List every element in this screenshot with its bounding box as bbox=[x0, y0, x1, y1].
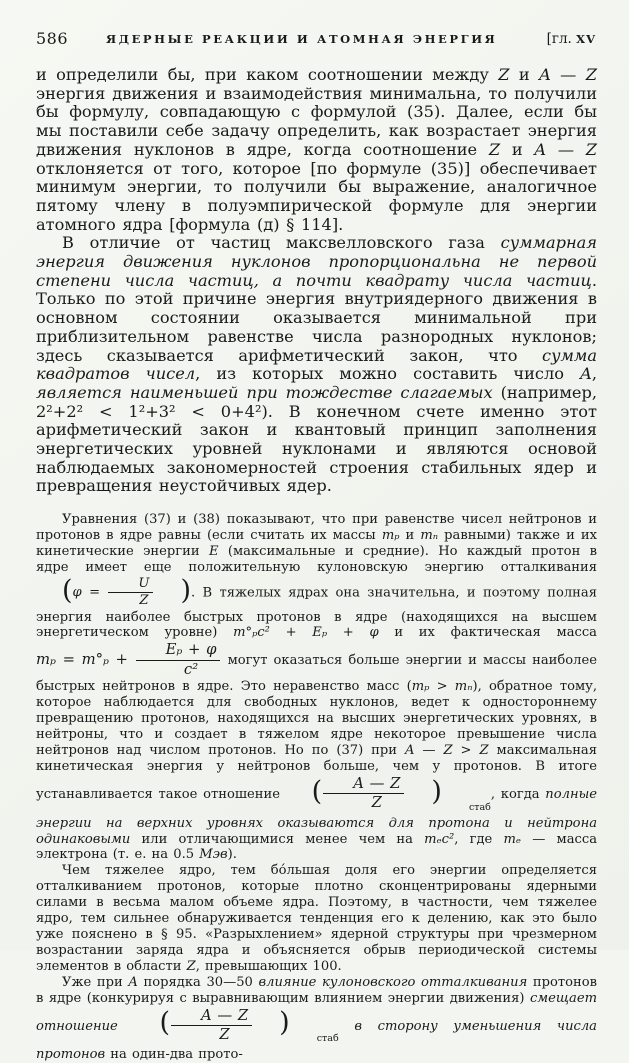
fraction bbox=[170, 1007, 253, 1045]
math-variable: A — Z bbox=[534, 139, 597, 159]
fraction-denominator: Z bbox=[139, 593, 149, 609]
fraction-numerator: U bbox=[108, 576, 153, 593]
text-segment: Уже при bbox=[62, 974, 129, 990]
running-title: ЯДЕРНЫЕ РЕАКЦИИ И АТОМНАЯ ЭНЕРГИЯ bbox=[106, 32, 498, 46]
proton-mass-formula bbox=[36, 641, 221, 678]
paragraph bbox=[36, 234, 597, 496]
text-segment: ), обратное тому, которое наблюдается для свободных нуклонов, ведет к одностороннему превращению протонов, находящихся на высших энергетических уровнях, в нейтроны, что и создает в тяжелом ядре некоторое превышение числа нейтронов над числом протонов. Но по (37) при bbox=[36, 679, 597, 758]
stability-ratio-formula: ( $\frac{A — Z}{Z}$ )стаб bbox=[133, 1016, 338, 1033]
text-segment: . Только по этой причине энергия внутриядерного движения в основном состоянии оказывается минимальной при приблизительном равенстве числа разнородных нуклонов; здесь сказывается арифметический закон, что bbox=[36, 270, 597, 365]
emphasis-segment: смещает отношение bbox=[36, 990, 597, 1034]
formula-lead: mₚ = m°ₚ + bbox=[36, 651, 128, 669]
fraction-numerator: A — Z bbox=[323, 775, 404, 794]
emphasis-segment: является наименьшей при тождестве слагаемых bbox=[36, 382, 493, 402]
text-segment: могут оказаться больше энергии и массы наиболее быстрых нейтронов в ядре. Это неравенство масс ( bbox=[36, 653, 597, 695]
math-variable: E bbox=[208, 543, 219, 559]
stability-ratio-formula: ( $\frac{A — Z}{Z}$ )стаб bbox=[286, 785, 491, 802]
text-segment: Чем тяжелее ядро, тем бо́льшая доля его энергии определяется отталкиванием протонов, которые плотно сконцентрированы ядерными силами в весьма малом объеме ядра. Поэтому, в частности, чем тяжелее ядро, тем сильнее обнаруживается тенденция его к делению, как это было уже пояснено в § 95. «Разрыхлением» ядерной структуры при чрезмерном возрастании заряда ядра и объясняется обрыв периодической системы элементов в области bbox=[36, 863, 597, 974]
emphasis-segment: полные энергии на верхних уровнях оказываются для протона и нейтрона одинаковыми bbox=[36, 786, 597, 847]
text-segment: протонов в ядре (конкурируя с выравнивающим влиянием энергии движения) bbox=[36, 974, 597, 1006]
formula-subscript: стаб bbox=[316, 1033, 339, 1045]
body-text bbox=[36, 66, 597, 1063]
text-segment: и определили бы, при каком соотношении между bbox=[36, 65, 499, 84]
text-segment: , превышающих 100. bbox=[195, 958, 342, 974]
text-segment: на один-два прото- bbox=[105, 1047, 243, 1063]
text-segment: ). bbox=[227, 847, 237, 863]
emphasis-segment: сумма квадратов чисел bbox=[36, 345, 597, 384]
text-segment: максимальная кинетическая энергия у нейтронов больше, чем у протонов. В итоге устанавливается такое отношение bbox=[36, 742, 597, 802]
text-segment: и их фактическая масса bbox=[378, 625, 597, 641]
math-expression: mₑc² bbox=[424, 831, 455, 847]
text-segment: , когда bbox=[490, 786, 546, 802]
text-segment: или отличающимися менее чем на bbox=[130, 831, 425, 847]
math-variable: Z bbox=[488, 139, 501, 159]
formula-lead: φ = bbox=[72, 585, 101, 601]
math-variable: A bbox=[128, 974, 138, 990]
fraction-denominator: c² bbox=[183, 660, 199, 678]
math-variable: mₙ bbox=[420, 528, 439, 544]
fraction-numerator: A — Z bbox=[171, 1007, 252, 1026]
chapter-number: XV bbox=[576, 32, 596, 46]
text-segment: отклоняется от того, которое [по формуле (35)] обеспечивает минимум энергии, то получили бы выражение, аналогичное пятому члену в полуэмпирической формуле для энергии атомного ядра [формула (д) § 114]. bbox=[36, 158, 597, 234]
fraction-denominator: Z bbox=[371, 794, 382, 812]
text-segment: Уравнения (37) и (38) показывают, что при равенстве чисел нейтронов и протонов в ядре равны (если считать их массы bbox=[36, 512, 597, 544]
math-expression: mₚ > mₙ bbox=[411, 679, 473, 695]
math-variable: Z bbox=[498, 65, 510, 84]
small-print-section bbox=[36, 512, 597, 1063]
paragraph bbox=[36, 512, 597, 863]
chapter-prefix: [гл. bbox=[546, 31, 572, 47]
math-expression: A — Z > Z bbox=[404, 742, 489, 758]
coulomb-energy-formula: (φ = $\frac{U}{Z}$ ) bbox=[62, 574, 191, 609]
text-segment: (например, 2²+2² < 1²+3² < 0+4²). В конечном счете именно этот арифметический закон и квантовый принцип заполнения энергетических уровней нуклонами и являются основой наблюдаемых закономерностей строения стабильных ядер и превращения неустойчивых ядер. bbox=[36, 382, 597, 496]
text-segment: энергия движения и взаимодействия минимальна, то получили бы формулу, совпадающую с формулой (35). Далее, если бы мы поставили себе задачу определить, как возрастает энергия движения нуклонов в ядре, когда соотношение bbox=[36, 83, 597, 159]
text-segment: . В тяжелых ядрах она значительна, и поэтому полная энергия наиболее быстрых протонов в ядре (находящихся на высшем энергетическом уровне) bbox=[36, 585, 597, 641]
paragraph bbox=[36, 975, 597, 1063]
text-segment: и bbox=[399, 528, 421, 544]
emphasis-segment: в сторону уменьшения числа протонов bbox=[36, 1018, 597, 1063]
emphasis-segment: суммарная энергия движения нуклонов пропорциональна не первой степени числа частиц, а почти квадрату числа частиц bbox=[36, 233, 597, 290]
fraction bbox=[107, 576, 154, 610]
fraction bbox=[322, 775, 405, 813]
math-variable: Z bbox=[186, 958, 196, 974]
text-segment: В отличие от частиц максвелловского газа bbox=[62, 233, 501, 253]
text-segment: равными) также и их кинетические энергии bbox=[36, 528, 597, 559]
text-segment: и bbox=[500, 139, 535, 159]
paragraph-continuation bbox=[36, 66, 597, 234]
fraction-denominator: Z bbox=[219, 1025, 230, 1043]
formula-subscript: стаб bbox=[468, 801, 491, 813]
page-header bbox=[36, 29, 596, 49]
emphasis-segment: Мэв bbox=[199, 847, 228, 863]
math-variable: A bbox=[580, 364, 592, 384]
fraction bbox=[135, 641, 222, 679]
emphasis-segment: влияние кулоновского отталкивания bbox=[258, 974, 528, 990]
math-variable: mₚ bbox=[381, 528, 400, 544]
text-segment: , где bbox=[454, 831, 504, 847]
text-segment: и bbox=[509, 65, 540, 84]
math-variable: mₑ bbox=[503, 831, 521, 847]
text-segment: (максимальные и средние). Но каждый протон в ядре имеет еще положительную кулоновскую энергию отталкивания bbox=[36, 543, 597, 575]
text-segment: порядка 30—50 bbox=[137, 974, 259, 990]
paragraph bbox=[36, 863, 597, 974]
math-expression: m°ₚc² + Eₚ + φ bbox=[233, 625, 379, 641]
text-segment: , из которых можно составить число bbox=[195, 364, 581, 384]
page-number: 586 bbox=[36, 29, 69, 48]
text-segment: — масса электрона (т. е. на 0.5 bbox=[36, 831, 597, 863]
text-segment: , bbox=[591, 364, 597, 384]
math-variable: A — Z bbox=[539, 65, 597, 84]
fraction-numerator: Eₚ + φ bbox=[136, 641, 221, 660]
chapter-label bbox=[547, 31, 596, 47]
